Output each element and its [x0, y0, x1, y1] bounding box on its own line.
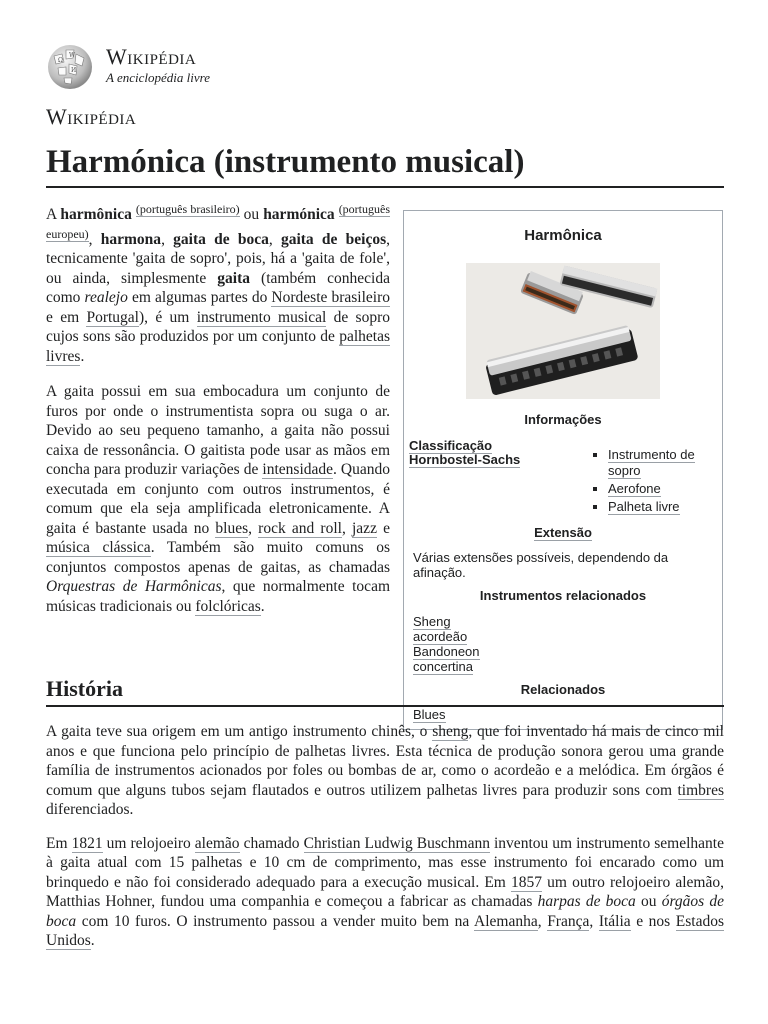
infobox-header-extensao: [404, 525, 722, 540]
italic-term: órgãos de boca: [46, 893, 725, 930]
infobox-header-related: Relacionados: [520, 682, 606, 697]
italic-term: harpas de boca: [537, 893, 636, 910]
article-link[interactable]: rock and roll: [258, 519, 342, 537]
infobox-title: Harmônica: [524, 227, 602, 244]
range-header-link[interactable]: Extensão: [534, 525, 592, 540]
bold-term: gaita de beiços: [280, 230, 387, 248]
history-section: [46, 722, 724, 965]
wikipedia-globe-logo[interactable]: [44, 42, 96, 90]
text-run: ,: [341, 519, 352, 537]
text-run: e nos: [630, 912, 676, 930]
article-link[interactable]: França: [547, 912, 590, 930]
text-run: ou: [635, 893, 662, 910]
text-run: , tecnicamente 'gaita de sopro', pois, há a 'gaita de fole', ou ainda, simplesmente: [46, 230, 390, 287]
italic-term: realejo: [84, 289, 128, 307]
text-run: ,: [88, 230, 101, 248]
language-note[interactable]: (português europeu): [46, 202, 391, 241]
bold-term: harmónica: [263, 206, 335, 224]
lead-paragraph-1: [46, 200, 390, 366]
text-run: com 10 furos. O instrumento passou a vender muito bem na: [76, 912, 475, 930]
text-run: (também conhecida como: [46, 269, 390, 307]
article-link[interactable]: alemão: [194, 834, 240, 852]
related-instrument-link[interactable]: concertina: [413, 659, 473, 674]
article-link[interactable]: jazz: [352, 519, 377, 537]
range-text: Várias extensões possíveis, dependendo da afinação.: [413, 550, 669, 580]
article-link[interactable]: sheng: [432, 723, 469, 740]
list-item: [608, 499, 724, 515]
article-link[interactable]: Itália: [598, 912, 631, 930]
related-instrument-link[interactable]: Sheng: [413, 614, 451, 629]
article-link[interactable]: Christian Ludwig Buschmann: [303, 834, 490, 852]
classification-item-link[interactable]: Palheta livre: [608, 499, 680, 514]
text-run: , que foi inventado há mais de cinco mil anos e que funciona pelo princípio de palhetas livres. Esta técnica de produção sonora gerou uma grande família de instrumentos acionados por foles ou bombas de ar, como o acordeão e a melódica. Em órgãos é comum que alguns tubos sejam flautados e outros utilizem palhetas livres para produzir sons com: [46, 723, 724, 799]
text-run: ,: [268, 230, 281, 248]
wordmark: Wikipédia: [46, 104, 137, 129]
list-item: [608, 447, 724, 479]
article-link[interactable]: instrumento musical: [196, 308, 327, 326]
article-link[interactable]: música clássica: [46, 539, 151, 557]
list-item: [608, 481, 724, 497]
article-link[interactable]: intensidade: [262, 461, 334, 479]
text-run: ), é um: [139, 308, 197, 326]
article-link[interactable]: livres: [46, 347, 81, 365]
text-run: inventou um instrumento semelhante à gaita atual com 15 palhetas e 10 cm de comprimento, mas esse instrumento foi encarado como um brinquedo e não foi considerado adequado para a execução musical. Em: [46, 834, 724, 891]
infobox-header-informacoes: Informações: [524, 412, 602, 427]
classification-item-link[interactable]: Instrumento de sopro: [608, 447, 695, 478]
text-run: ,: [537, 912, 548, 930]
article-link[interactable]: 1821: [71, 834, 103, 852]
text-run: e: [376, 519, 390, 537]
article-link[interactable]: 1857: [511, 873, 543, 891]
text-run: de sopro cujos sons são produzidos por um conjunto de: [46, 308, 390, 346]
text-run: chamado: [239, 834, 304, 852]
history-paragraph-2: [46, 834, 724, 951]
bold-term: harmônica: [60, 206, 132, 224]
related-instrument-link[interactable]: Bandoneon: [413, 644, 480, 659]
text-run: ,: [589, 912, 599, 930]
article-link[interactable]: Alemanha: [474, 912, 538, 930]
svg-text:И: И: [71, 67, 77, 74]
text-run: e em: [46, 308, 87, 326]
text-run: diferenciados.: [46, 801, 134, 818]
text-run: em algumas partes do: [127, 289, 272, 307]
site-tagline: A enciclopédia livre: [106, 70, 210, 85]
related-instrument-link[interactable]: acordeão: [413, 629, 468, 644]
infobox: [403, 210, 723, 730]
text-run: .: [90, 932, 95, 949]
text-run: Em: [46, 834, 72, 852]
classification-label: [409, 439, 559, 467]
text-run: A: [46, 206, 61, 224]
article-link[interactable]: palhetas: [339, 328, 390, 346]
text-run: .: [260, 597, 265, 615]
related-instruments-list: [413, 614, 480, 674]
text-run: A gaita teve sua origem em um antigo instrumento chinês, o: [46, 723, 433, 740]
infobox-header-related-instruments: Instrumentos relacionados: [479, 588, 647, 603]
classification-list: [592, 447, 724, 517]
bold-term: gaita de boca: [173, 230, 269, 248]
related-link[interactable]: Blues: [413, 707, 446, 722]
article-link[interactable]: folclóricas: [195, 597, 261, 615]
text-run: .: [80, 347, 85, 365]
bold-term: harmona: [100, 230, 162, 248]
text-run: ,: [248, 519, 259, 537]
lead-paragraph-2: [46, 382, 390, 616]
classification-item-link[interactable]: Aerofone: [608, 481, 661, 496]
site-name: Wikipédia: [106, 44, 197, 69]
text-run: ou: [239, 206, 264, 224]
lead-section: [46, 200, 390, 632]
svg-text:Ω: Ω: [58, 57, 63, 64]
article-link[interactable]: Nordeste brasileiro: [271, 289, 390, 307]
article-link[interactable]: blues: [215, 519, 249, 537]
article-link[interactable]: Portugal: [86, 308, 139, 326]
text-run: , que normalmente tocam músicas tradicionais ou: [46, 578, 391, 615]
section-heading-historia: História: [46, 676, 724, 707]
article-link[interactable]: timbres: [677, 781, 724, 799]
harmonica-image[interactable]: [466, 263, 660, 399]
text-run: . Também são muito comuns os conjuntos compostos apenas de gaitas, as chamadas: [46, 539, 390, 576]
text-run: . Quando executada em conjunto com outros instrumentos, é comum que ela seja amplificada eletronicamente. A gaita é bastante usada no: [46, 461, 391, 537]
svg-text:W: W: [69, 52, 76, 59]
related-list: [413, 707, 446, 722]
article-link[interactable]: Estados Unidos: [46, 912, 724, 949]
language-note[interactable]: (português brasileiro): [135, 202, 240, 216]
text-run: um relojoeiro: [102, 834, 195, 852]
classification-link[interactable]: Classificação Hornbostel-Sachs: [409, 438, 521, 467]
history-paragraph-1: [46, 722, 724, 820]
italic-term: Orquestras de Harmônicas: [46, 578, 222, 596]
text-run: ,: [161, 230, 174, 248]
text-run: um outro relojoeiro alemão, Matthias Hohner, fundou uma companhia e começou a fabricar as chamadas: [46, 873, 724, 910]
bold-term: gaita: [217, 269, 250, 287]
text-run: A gaita possui em sua embocadura um conjunto de furos por onde o instrumentista sopra ou suga o ar. Devido ao seu pequeno tamanho, a gaita não possui caixa de ressonância. O gaitista pode usar as mãos em concha para produzir variações de: [46, 383, 390, 479]
page-title: Harmónica (instrumento musical): [46, 140, 724, 188]
site-branding[interactable]: [106, 44, 210, 86]
